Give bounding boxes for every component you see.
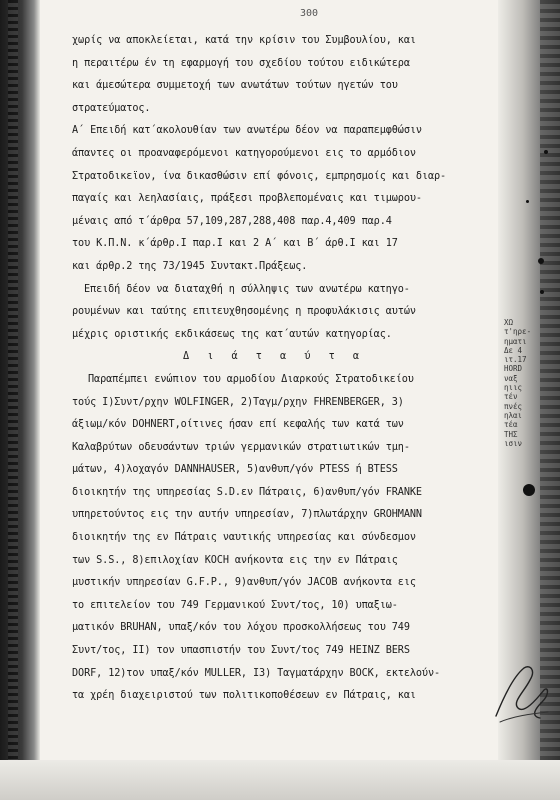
margin-note: ηιις [504, 383, 523, 393]
text-line: το επιτελείον του 749 Γερμανικού Συντ/τος, 10) υπαξιω- [72, 599, 398, 611]
text-line: παγαίς και λεηλασίαις, πράξεσι προβλεπομέναις και τιμωρου- [72, 193, 422, 205]
margin-note: ιτ.17 [504, 355, 527, 365]
text-line: και άρθρ.2 της 73/1945 Συντακτ.Πράξεως. [72, 260, 308, 272]
text-line: Παραπέμπει ενώπιον του αρμοδίου Διαρκούς Στρατοδικείου [88, 373, 414, 385]
text-line: στρατεύματος. [72, 102, 151, 114]
text-line: Στρατοδικεϊον, ίνα δικασθώσιν επί φόνοις, εμπρησμοίς και διαρ- [72, 170, 447, 182]
scan-shadow-left [0, 0, 40, 800]
margin-note: ισιν [504, 438, 523, 448]
margin-note: HORD [504, 364, 523, 374]
text-line: και άμεσώτερα συμμετοχή των ανωτάτων τούτων ηγετών του [72, 80, 398, 92]
ink-speck [544, 150, 548, 154]
margin-note: ναξ [504, 373, 518, 383]
margin-note: πνές [504, 401, 523, 411]
margin-note: τέα [504, 420, 518, 430]
text-line: Συντ/τος, ΙΙ) τον υπασπιστήν του Συντ/τος 749 HEINZ BERS [72, 645, 410, 657]
section-heading: Δ ι ά τ α ύ τ α [182, 351, 365, 363]
text-line: μέχρις οριστικής εκδικάσεως της κατ΄αυτών κατηγορίας. [72, 328, 392, 340]
text-line: διοικητήν της εν Πάτραις ναυτικής υπηρεσίας και σύνδεσμον [72, 532, 416, 544]
text-line: χωρίς να αποκλείεται, κατά την κρίσιν του Συμβουλίου, και [72, 35, 416, 46]
margin-note: ηλαι [504, 410, 523, 420]
page-number: 300 [300, 8, 319, 19]
ink-speck [526, 200, 529, 203]
document-body [58, 30, 490, 708]
text-line: μυστικήν υπηρεσίαν G.F.P., 9)ανθυπ/γόν JACOB ανήκοντα εις [72, 577, 416, 589]
margin-note: τέν [504, 392, 518, 402]
text-line: άπαντες οι προαναφερόμενοι κατηγορούμενοι εις το αρμόδιον [72, 147, 416, 159]
text-line: του Κ.Π.Ν. κ΄άρθρ.Ι παρ.Ι και 2 Α΄ και Β΄ άρθ.Ι και 17 [72, 238, 398, 250]
text-line: η περαιτέρω έν τη εφαρμογή του σχεδίου τούτου ειδικώτερα [72, 57, 410, 69]
margin-bleedthrough-notes [504, 318, 554, 448]
text-line: Επειδή δέον να διαταχθή η σύλληψις των ανωτέρω κατηγο- [84, 283, 410, 295]
text-line: μέναις από τ΄άρθρα 57,109,287,288,408 παρ.4,409 παρ.4 [72, 215, 392, 227]
margin-note: ΧΩ [504, 318, 514, 327]
scan-shadow-bottom [0, 760, 560, 800]
text-line: Καλαβρύτων οδευσάντων τριών γερμανικών στρατιωτικών τμη- [72, 441, 410, 453]
margin-note: Δε 4 [504, 345, 523, 355]
ink-speck [538, 258, 544, 264]
text-line: τούς Ι)Συντ/ρχην WOLFINGER, 2)Ταγμ/ρχην FHRENBERGER, 3) [72, 396, 404, 408]
text-line: τα χρέη διαχειριστού των πολιτικοποθέσεων εν Πάτραις, και [72, 690, 416, 702]
text-line: DORF, 12)τον υπαξ/κόν MULLER, Ι3) Ταγματάρχην BOCK, εκτελούν- [72, 667, 441, 679]
ink-speck [540, 290, 544, 294]
text-line: άξιωμ/κόν DOHNERT,οίτινες ήσαν επί κεφαλής των κατά των [72, 419, 404, 431]
margin-note: ηματι [504, 336, 527, 346]
margin-note: ΤΗΣ [504, 429, 518, 439]
text-line: διοικητήν της υπηρεσίας S.D.εν Πάτραις, 6)ανθυπ/γόν FRANKE [72, 486, 422, 498]
margin-note: τ'ηρε- [504, 327, 532, 337]
text-line: μάτων, 4)λοχαγόν DANNHAUSER, 5)ανθυπ/γόν PTESS ή BTESS [72, 464, 398, 476]
text-line: υπηρετούντος εις την αυτήν υπηρεσίαν, 7)πλωτάρχην GROHMANN [72, 509, 422, 521]
signature-scribble-icon [490, 656, 554, 726]
text-line: Α΄ Επειδή κατ΄ακολουθίαν των ανωτέρω δέον να παραπεμφθώσιν [72, 125, 422, 137]
text-line: ρουμένων και ταύτης επιτευχθησομένης η προφυλάκισις αυτών [72, 306, 416, 318]
text-line: ματικόν BRUHAN, υπαξ/κόν του λόχου προσκολλήσεως του 749 [72, 622, 410, 634]
handwritten-signature [490, 656, 554, 730]
text-line: των S.S., 8)επιλοχίαν KOCH ανήκοντα εις την εν Πάτραις [72, 554, 398, 566]
ink-blot [523, 484, 535, 496]
